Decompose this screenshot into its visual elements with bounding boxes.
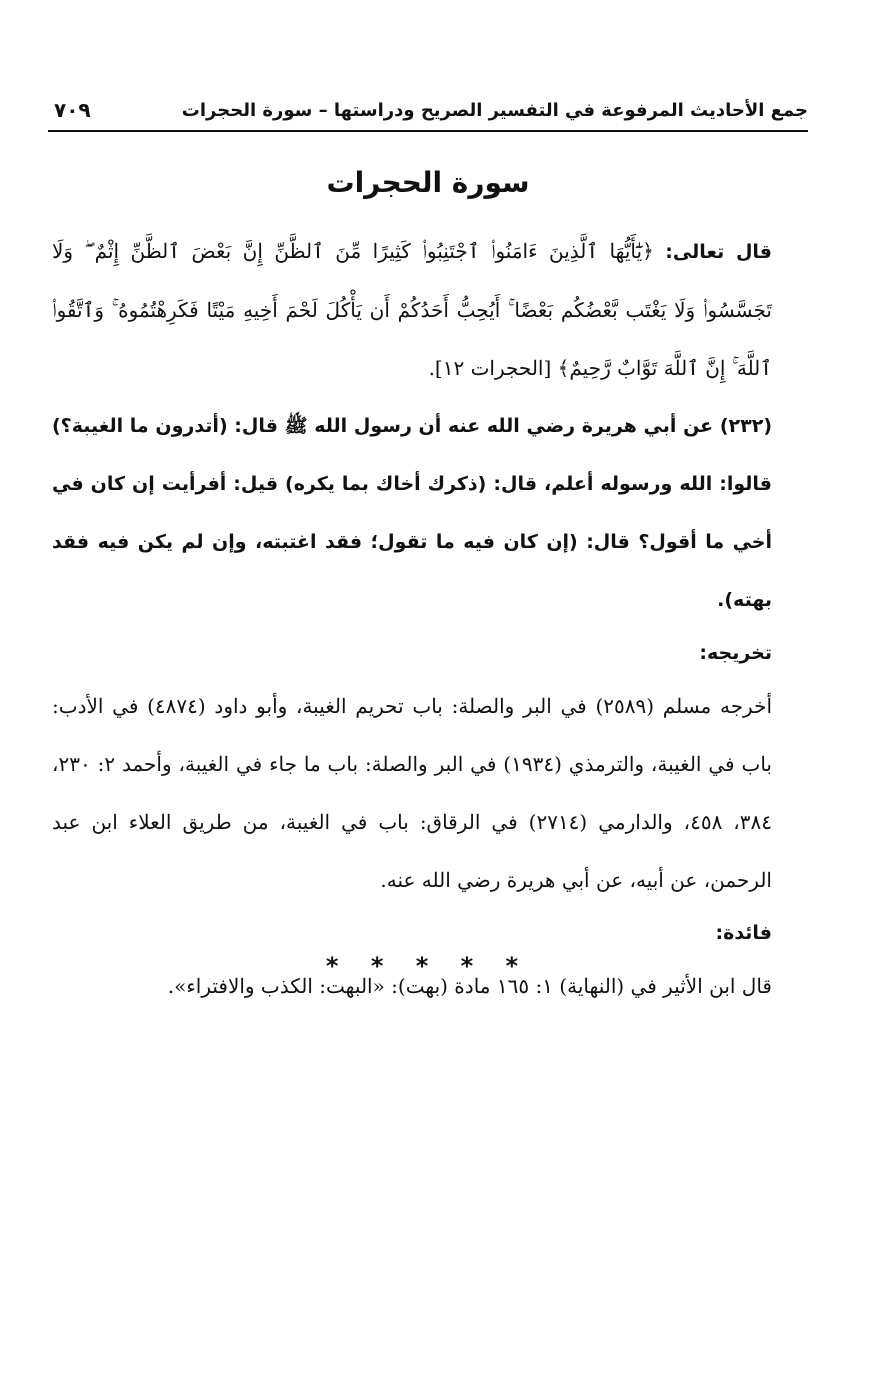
page-number: ٧٠٩: [54, 98, 91, 122]
running-title: جمع الأحاديث المرفوعة في التفسير الصريح ودراستها – سورة الحجرات: [181, 100, 808, 121]
takhrij-heading: تخريجه:: [699, 642, 772, 664]
verse-reference: [الحجرات ١٢].: [428, 356, 552, 380]
takhrij-paragraph: أخرجه مسلم (٢٥٨٩) في البر والصلة: باب تحريم الغيبة، وأبو داود (٤٨٧٤) في الأدب: باب في الغيبة، والترمذي (١٩٣٤) في البر والصلة: باب ما جاء في الغيبة، وأحمد ٢: ٢٣٠، ٣٨٤، ٤٥٨، والدارمي (٢٧١٤) في الرقاق: باب في الغيبة، من طريق العلاء ابن عبد الرحمن، عن أبيه، عن أبي هريرة رضي الله عنه.: [52, 694, 773, 892]
verse-intro: قال تعالى:: [665, 241, 772, 263]
section-separator: * * * * *: [325, 952, 531, 980]
surah-title: سورة الحجرات: [326, 166, 530, 199]
hadith-paragraph: (٢٣٢) عن أبي هريرة رضي الله عنه أن رسول الله ﷺ قال: (أتدرون ما الغيبة؟) قالوا: الله ورسوله أعلم، قال: (ذكرك أخاك بما يكره) قيل: أفرأيت إن كان في أخي ما أقول؟ قال: (إن كان فيه ما تقول؛ فقد اغتبته، وإن لم يكن فيه فقد بهته).: [52, 415, 772, 611]
verse-text: ﴿يَٰٓأَيُّهَا ٱلَّذِينَ ءَامَنُوا۟ ٱجْتَنِبُوا۟ كَثِيرًا مِّنَ ٱلظَّنِّ إِنَّ بَعْضَ ٱلظَّنِّ إِثْمٌ ۖ وَلَا تَجَسَّسُوا۟ وَلَا يَغْتَب بَّعْضُكُم بَعْضًا ۚ أَيُحِبُّ أَحَدُكُمْ أَن يَأْكُلَ لَحْمَ أَخِيهِ مَيْتًا فَكَرِهْتُمُوهُ ۚ وَٱتَّقُوا۟ ٱللَّهَ ۚ إِنَّ ٱللَّهَ تَوَّابٌ رَّحِيمٌ﴾: [52, 239, 772, 380]
verse-paragraph: [52, 222, 772, 397]
faida-paragraph: قال ابن الأثير في (النهاية) ١: ١٦٥ مادة (بهت): «البهت: الكذب والافتراء».: [167, 974, 772, 998]
main-text: [52, 222, 772, 1015]
running-header: [48, 96, 808, 132]
faida-heading: فائدة:: [715, 922, 772, 944]
